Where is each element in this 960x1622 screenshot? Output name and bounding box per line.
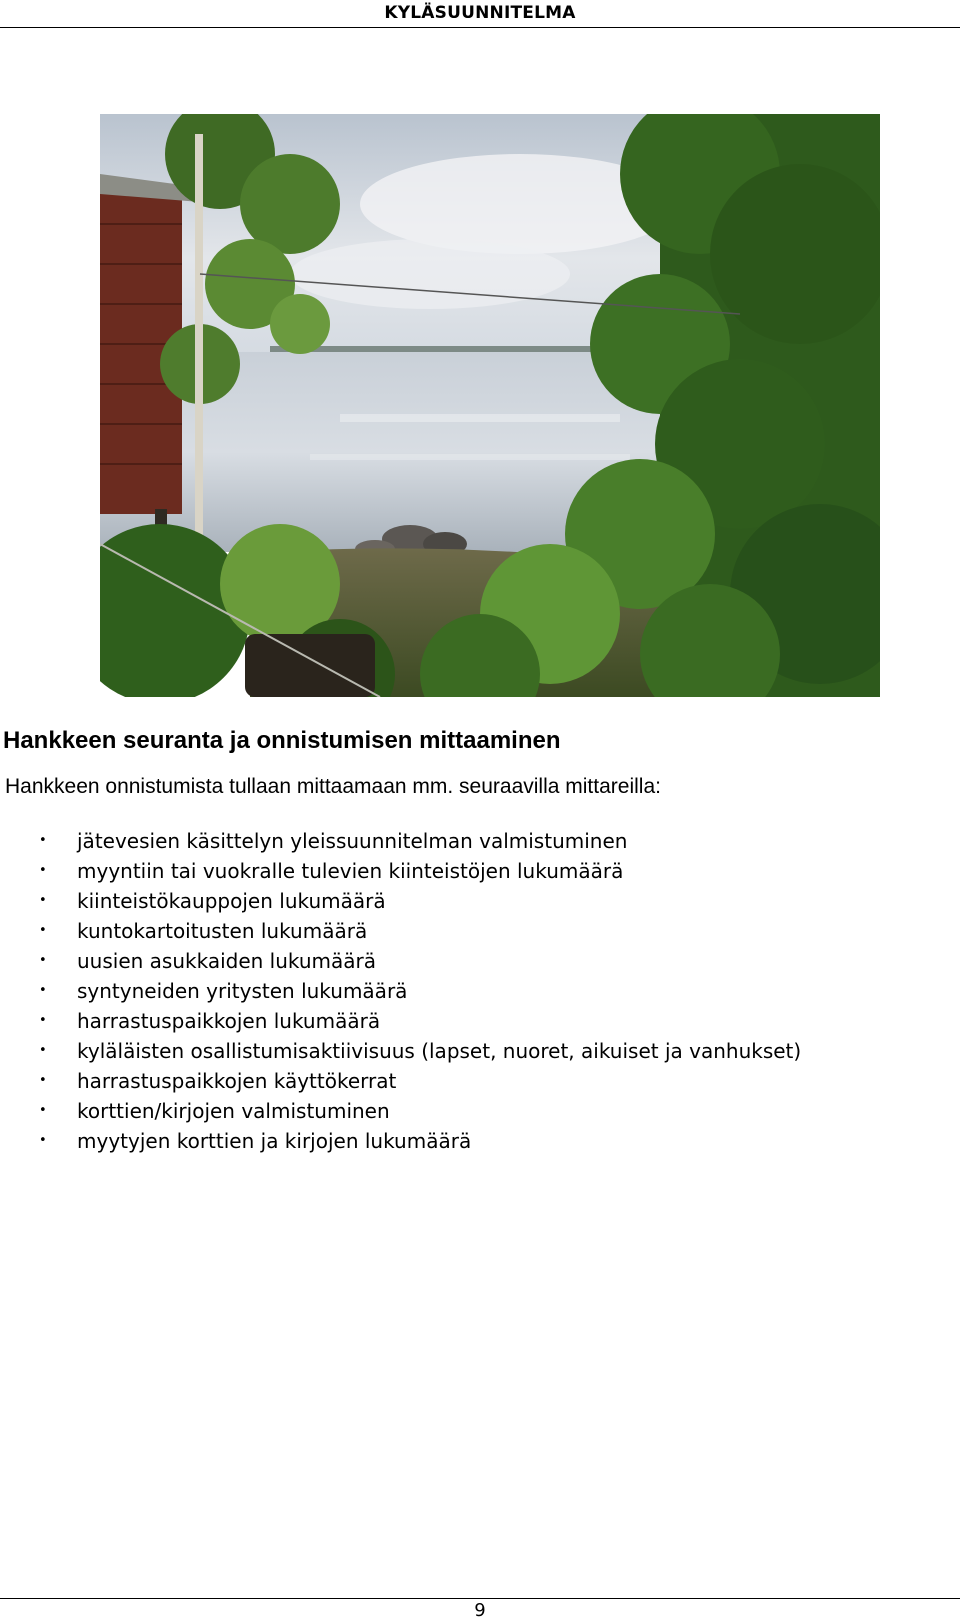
list-item-text: harrastuspaikkojen lukumäärä — [77, 1009, 381, 1033]
list-item — [0, 1066, 801, 1096]
list-item — [0, 916, 801, 946]
bullet-icon: • — [39, 1013, 47, 1028]
list-item — [0, 946, 801, 976]
list-item — [0, 826, 801, 856]
bullet-icon: • — [39, 923, 47, 938]
header-divider — [0, 27, 960, 28]
list-item-text: syntyneiden yritysten lukumäärä — [77, 979, 408, 1003]
bullet-icon: • — [39, 893, 47, 908]
lake-landscape-photo — [100, 114, 880, 697]
bullet-icon: • — [39, 833, 47, 848]
list-item-text: myyntiin tai vuokralle tulevien kiinteistöjen lukumäärä — [77, 859, 624, 883]
list-item-text: kuntokartoitusten lukumäärä — [77, 919, 368, 943]
list-item — [0, 976, 801, 1006]
footer-divider — [0, 1598, 960, 1599]
list-item-text: myytyjen korttien ja kirjojen lukumäärä — [77, 1129, 472, 1153]
bullet-icon: • — [39, 1043, 47, 1058]
list-item — [0, 856, 801, 886]
list-item-text: kiinteistökauppojen lukumäärä — [77, 889, 386, 913]
metrics-list — [0, 826, 801, 1156]
bullet-icon: • — [39, 1073, 47, 1088]
document-header-title: KYLÄSUUNNITELMA — [384, 3, 576, 23]
list-item-text: jätevesien käsittelyn yleissuunnitelman valmistuminen — [77, 829, 628, 853]
bullet-icon: • — [39, 983, 47, 998]
bullet-icon: • — [39, 1133, 47, 1148]
list-item — [0, 1126, 801, 1156]
list-item — [0, 1036, 801, 1066]
bullet-icon: • — [39, 953, 47, 968]
list-item-text: korttien/kirjojen valmistuminen — [77, 1099, 390, 1123]
list-item-text: harrastuspaikkojen käyttökerrat — [77, 1069, 397, 1093]
list-item — [0, 1096, 801, 1126]
page-number: 9 — [474, 1600, 486, 1621]
list-item-text: kyläläisten osallistumisaktiivisuus (lapset, nuoret, aikuiset ja vanhukset) — [77, 1039, 802, 1063]
bullet-icon: • — [39, 1103, 47, 1118]
section-heading: Hankkeen seuranta ja onnistumisen mittaaminen — [3, 727, 561, 754]
list-item-text: uusien asukkaiden lukumäärä — [77, 949, 377, 973]
list-item — [0, 1006, 801, 1036]
intro-paragraph: Hankkeen onnistumista tullaan mittaamaan mm. seuraavilla mittareilla: — [5, 775, 661, 798]
list-item — [0, 886, 801, 916]
bullet-icon: • — [39, 863, 47, 878]
